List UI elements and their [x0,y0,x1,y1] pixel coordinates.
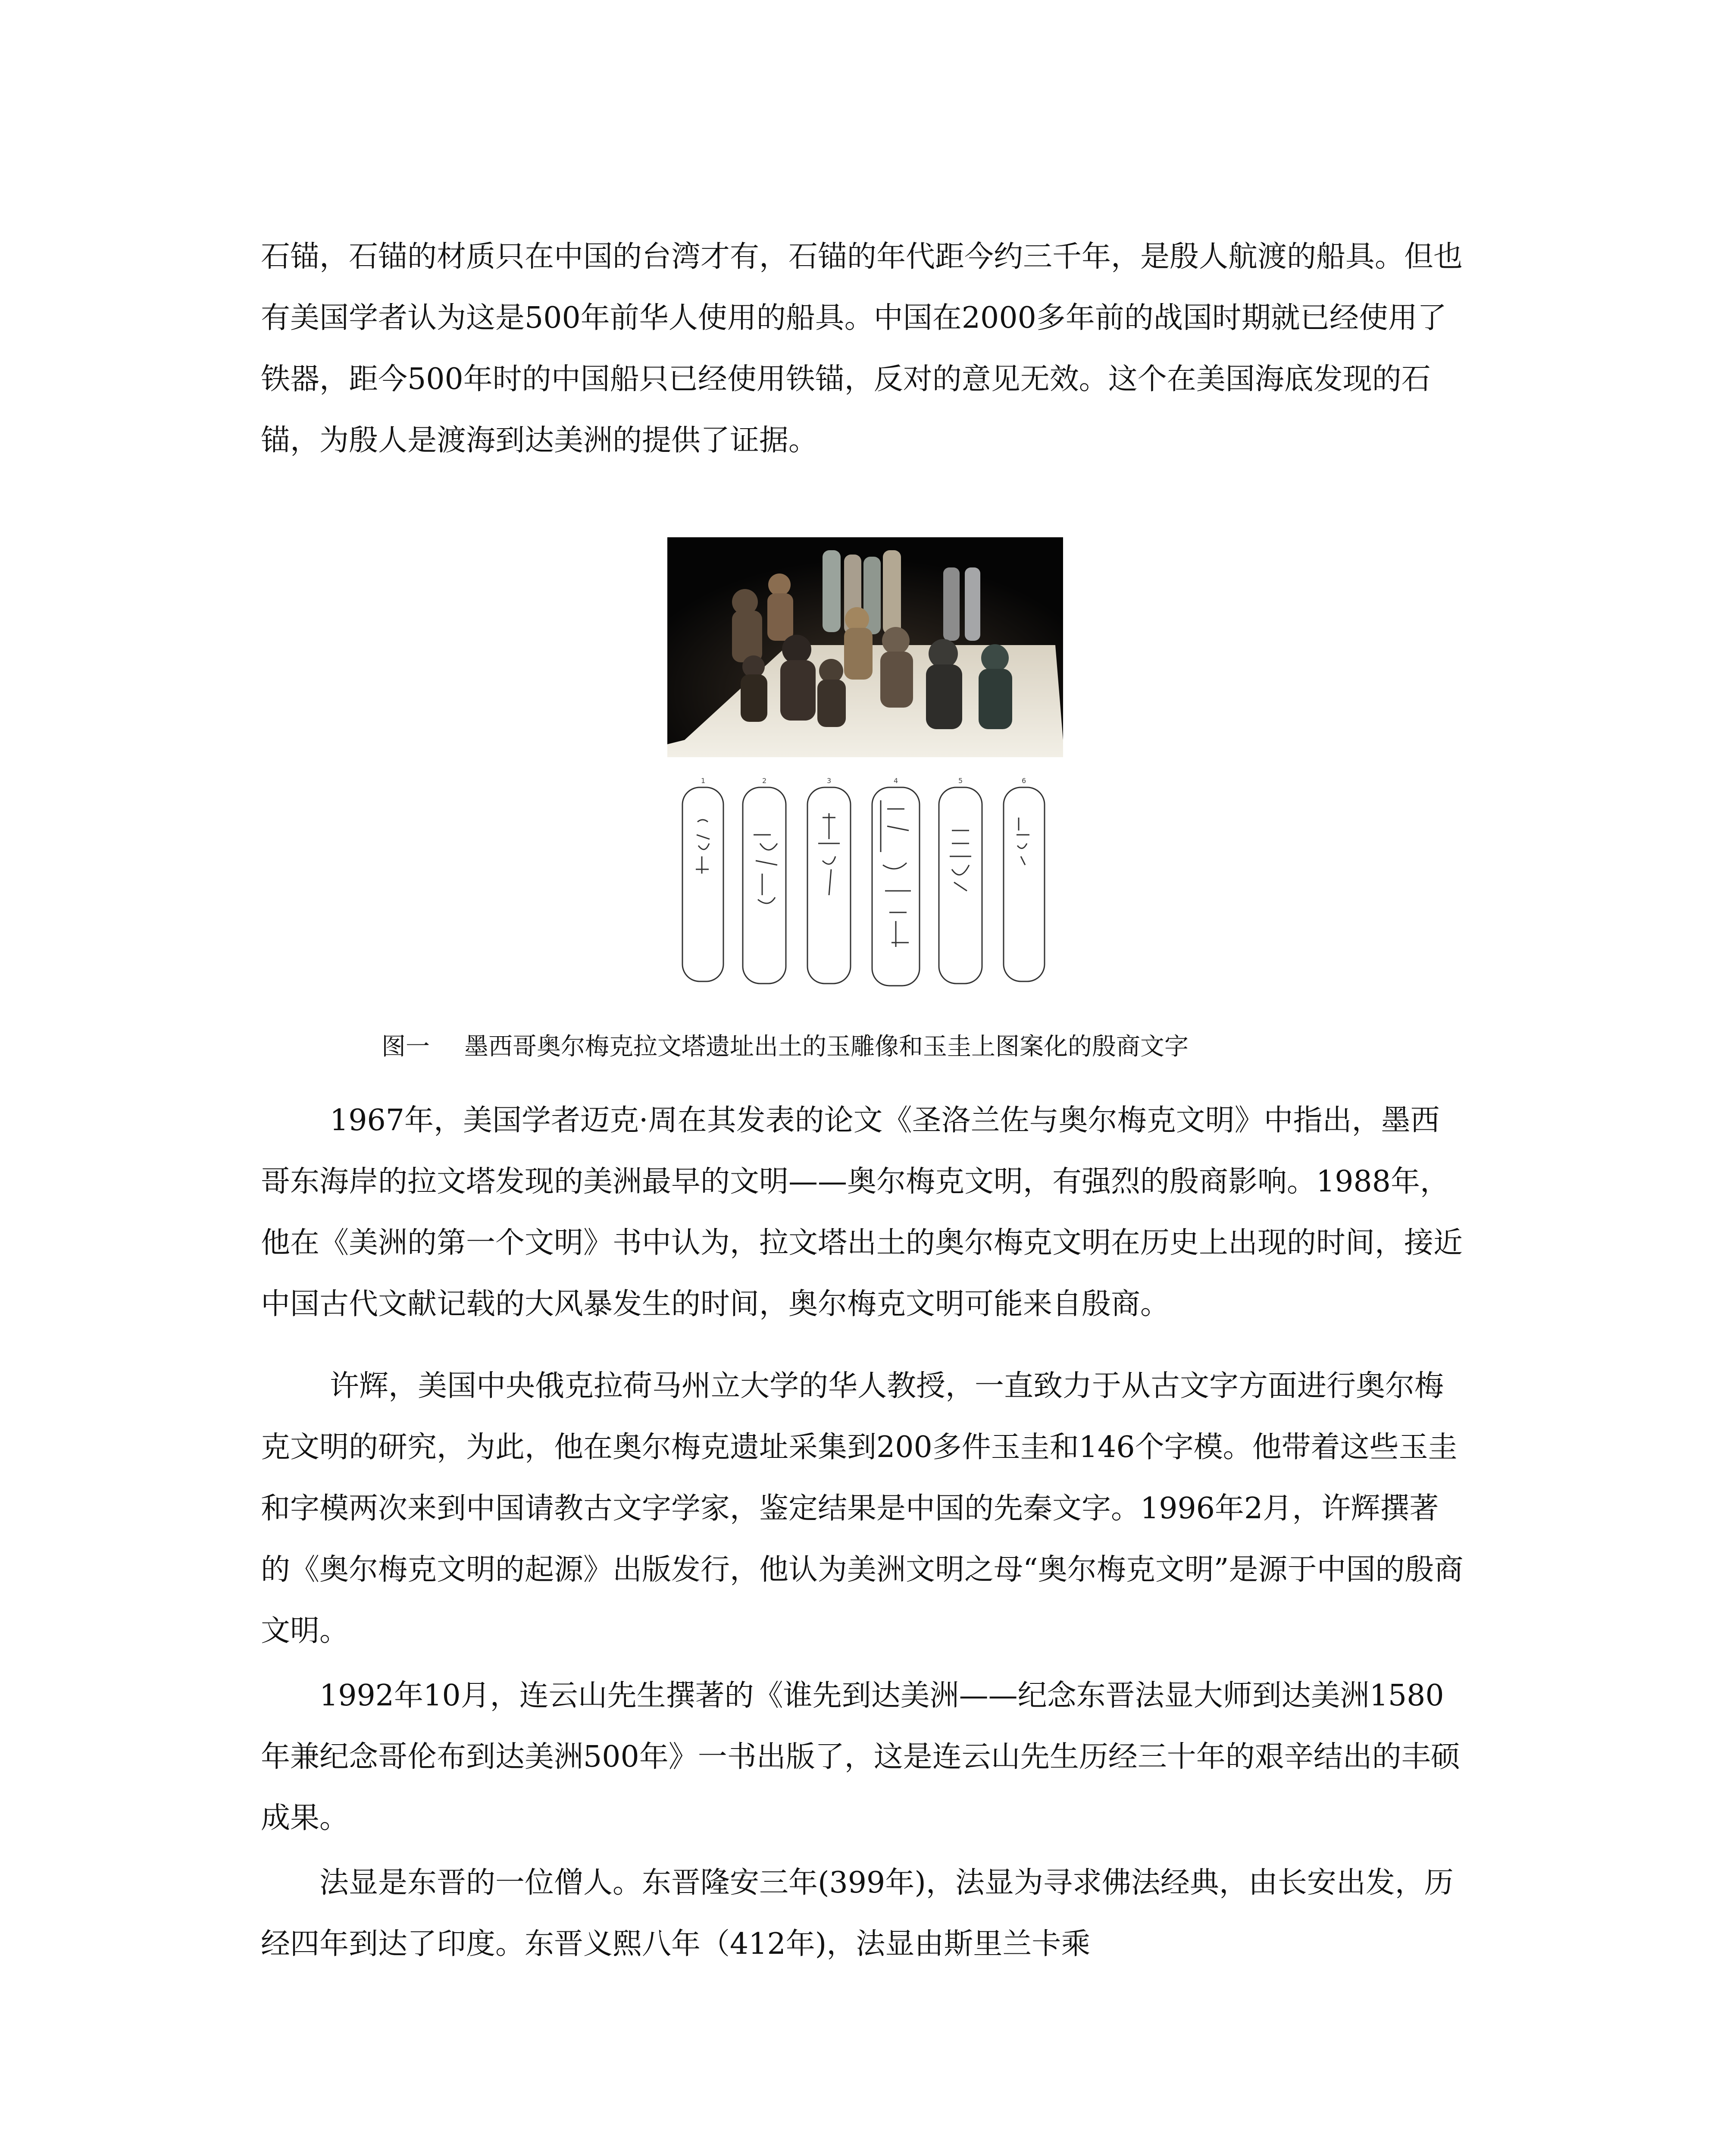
tablet-5 [939,787,982,984]
figure-1 [667,537,1063,994]
body-text-top [261,226,1464,471]
tablet-number: 2 [762,777,767,785]
body-text-bottom [261,1090,1464,1975]
tablet-3 [807,787,851,984]
paragraph: 1967年，美国学者迈克·周在其发表的论文《圣洛兰佐与奥尔梅克文明》中指出，墨西哥东海岸的拉文塔发现的美洲最早的文明——奥尔梅克文明，有强烈的殷商影响。1988年，他在《美洲的第一个文明》书中认为，拉文塔出土的奥尔梅克文明在历史上出现的时间，接近中国古代文献记载的大风暴发生的时间，奥尔梅克文明可能来自殷商。 [261,1103,1463,1321]
tablet-number: 1 [701,777,706,785]
figure-label: 图一 [382,1033,430,1061]
tablet-6 [1004,787,1045,981]
figure-caption-text: 墨西哥奥尔梅克拉文塔遗址出土的玉雕像和玉圭上图案化的殷商文字 [464,1033,1189,1061]
jade-tablets-drawing [667,770,1063,994]
paragraph: 石锚，石锚的材质只在中国的台湾才有，石锚的年代距今约三千年，是殷人航渡的船具。但也有美国学者认为这是500年前华人使用的船具。中国在2000多年前的战国时期就已经使用了铁器，距今500年时的中国船只已经使用铁锚，反对的意见无效。这个在美国海底发现的石锚，为殷人是渡海到达美洲的提供了证据。 [261,240,1463,458]
tablet-2 [743,787,786,984]
tablet-number: 6 [1022,777,1026,785]
tablet-4 [872,787,920,986]
tablet-number: 3 [827,777,832,785]
paragraph: 许辉，美国中央俄克拉荷马州立大学的华人教授，一直致力于从古文字方面进行奥尔梅克文明的研究，为此，他在奥尔梅克遗址采集到200多件玉圭和146个字模。他带着这些玉圭和字模两次来到中国请教古文字学家，鉴定结果是中国的先秦文字。1996年2月，许辉撰著的《奥尔梅克文明的起源》出版发行，他认为美洲文明之母“奥尔梅克文明”是源于中国的殷商文明。 [261,1369,1464,1648]
jade-figurines-photo [667,537,1063,757]
tablet-1 [682,787,723,981]
figure-caption [382,1030,1373,1064]
paragraph: 法显是东晋的一位僧人。东晋隆安三年(399年)，法显为寻求佛法经典，由长安出发，历经四年到达了印度。东晋义熙八年（412年)，法显由斯里兰卡乘 [261,1866,1454,1961]
paragraph: 1992年10月，连云山先生撰著的《谁先到达美洲——纪念东晋法显大师到达美洲1580年兼纪念哥伦布到达美洲500年》一书出版了，这是连云山先生历经三十年的艰辛结出的丰硕成果。 [261,1679,1460,1835]
tablet-number: 5 [958,777,963,785]
tablet-number: 4 [894,777,898,785]
